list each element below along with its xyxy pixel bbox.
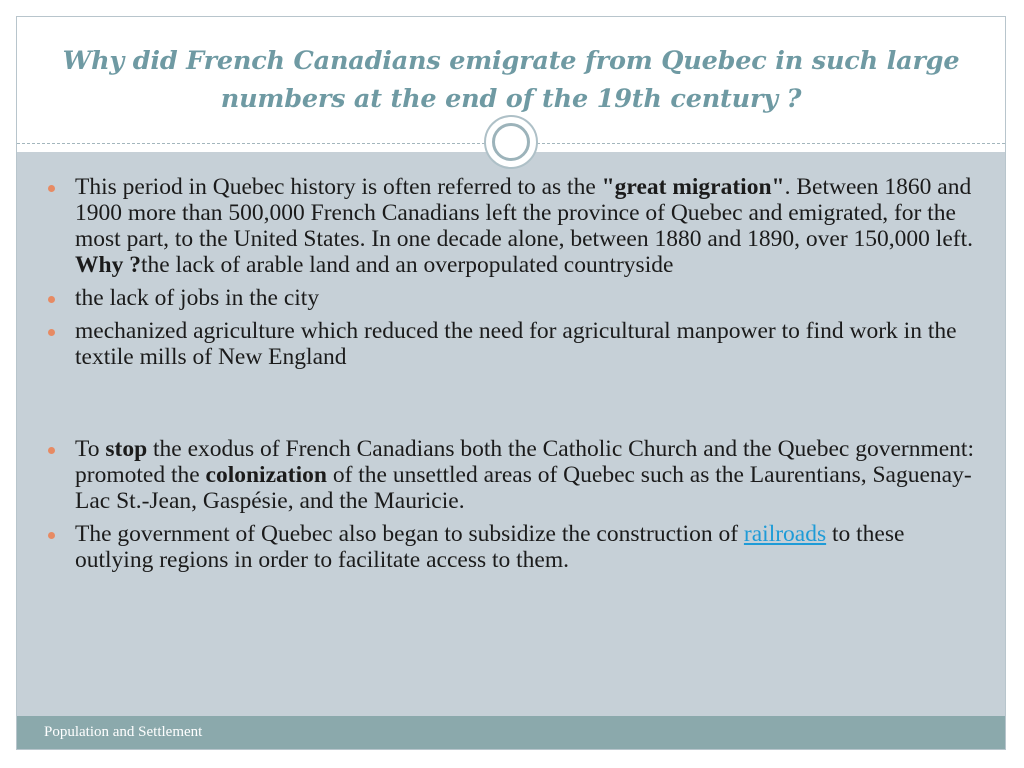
bullet-text-seg-0: This period in Quebec history is often referred to as the: [75, 174, 602, 200]
bullet-text-seg-0: The government of Quebec also began to subsidize the construction of: [75, 521, 744, 547]
bullet-text-seg-2: the exodus of French Canadians both the Catholic Church and the Quebec government: promoted the: [75, 436, 974, 488]
bullet-text-seg-4: of the unsettled areas of Quebec such as the Laurentians, Saguenay-Lac St.-Jean, Gaspésie, and the Mauricie.: [75, 462, 972, 514]
bullet-text-seg-2: . Between 1860 and 1900 more than 500,000 French Canadians left the province of Quebec and emigrated, for the most part, to the United States. In one decade alone, between 1880 and 1890, over 150,000 left.: [75, 174, 973, 252]
bullet-dot-icon: [48, 447, 55, 454]
ornament-inner-ring: [492, 123, 530, 161]
bullet-text-seg-0: mechanized agriculture which reduced the need for agricultural manpower to find work in the textile mills of New England: [75, 318, 957, 370]
bullet-text-seg-0: the lack of jobs in the city: [75, 285, 320, 311]
bullet-dot-icon: [48, 532, 55, 539]
bullet-text-seg-3: colonization: [205, 462, 327, 488]
bullet-item-mechanized-agriculture: [46, 318, 976, 370]
slide-title: Why did French Canadians emigrate from Quebec in such large numbers at the end of the 19th century ?: [62, 46, 960, 114]
bullet-item-great-migration: [46, 174, 976, 278]
bullet-text-seg-0: To: [75, 436, 106, 462]
bullet-item-railroads: [46, 521, 976, 573]
bullet-dot-icon: [48, 185, 55, 192]
footer-text: Population and Settlement: [44, 724, 203, 740]
bullet-text-seg-1: "great migration": [601, 174, 785, 200]
railroads-link[interactable]: railroads: [743, 521, 827, 547]
bullet-item-colonization: [46, 436, 976, 514]
bullet-text-seg-2: to these outlying regions in order to facilitate access to them.: [75, 521, 905, 573]
double-circle-ornament-icon: [484, 115, 538, 169]
bullet-list: [46, 174, 976, 580]
bullet-text-seg-3: Why ?: [75, 252, 141, 278]
bullet-item-lack-of-jobs: [46, 285, 976, 311]
bullet-dot-icon: [48, 329, 55, 336]
bullet-dot-icon: [48, 296, 55, 303]
bullet-text-seg-4: the lack of arable land and an overpopulated countryside: [140, 252, 674, 278]
footer-bar: [17, 716, 1005, 749]
bullet-text-seg-1: stop: [105, 436, 148, 462]
